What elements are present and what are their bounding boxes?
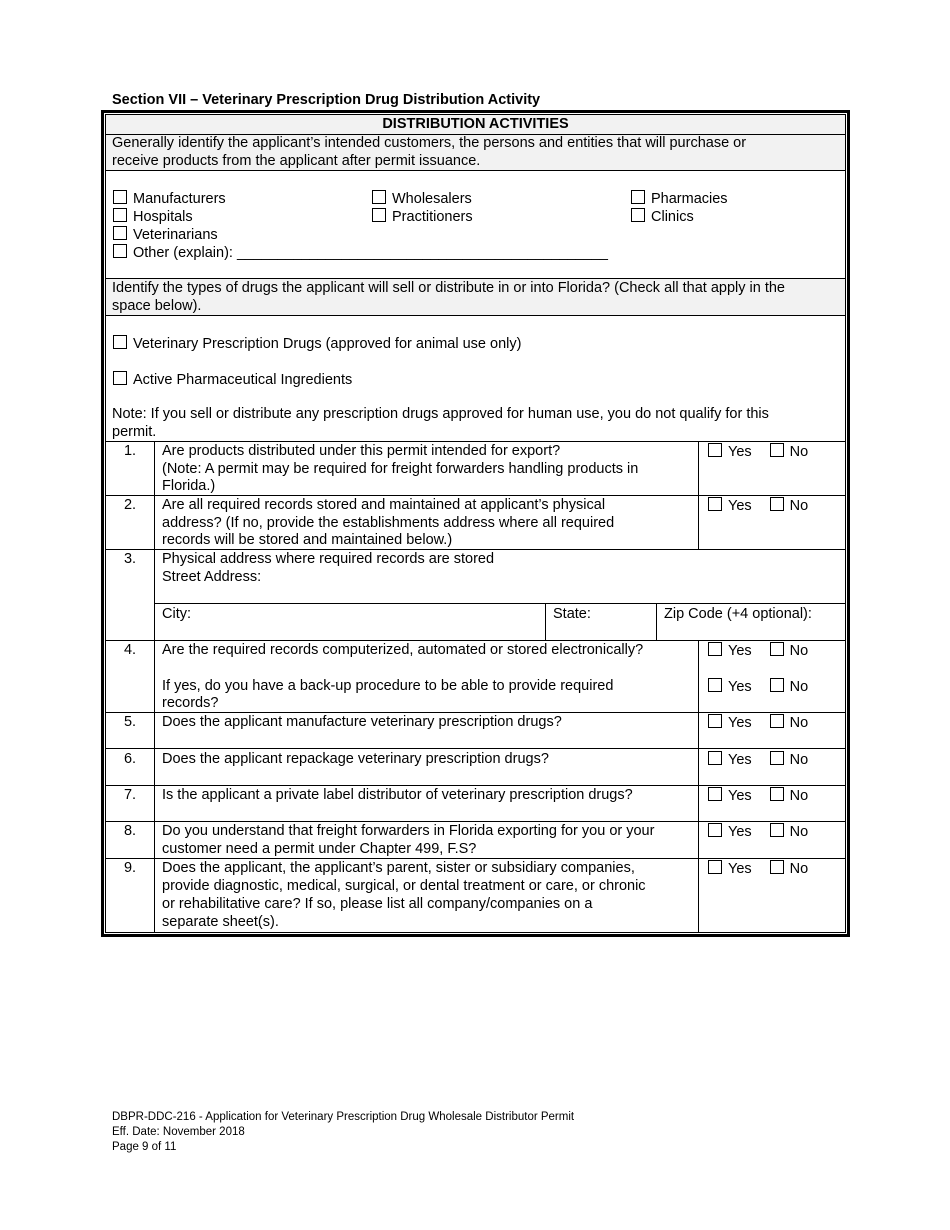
section-title: Section VII – Veterinary Prescription Drug Distribution Activity xyxy=(112,92,541,108)
drug-types-question-line-1: Identify the types of drugs the applicant will sell or distribute in or into Florida? (Check all that apply in the xyxy=(112,280,785,296)
column-divider xyxy=(545,603,546,640)
footer-form-id: DBPR-DDC-216 - Application for Veterinary Prescription Drug Wholesale Distributor Permit xyxy=(112,1111,575,1123)
yes-label: Yes xyxy=(728,788,752,804)
drug-type-api[interactable] xyxy=(113,371,352,390)
question-9-line-3: or rehabilitative care? If so, please list all company/companies on a xyxy=(162,896,593,912)
no-label: No xyxy=(789,861,809,877)
checkbox[interactable] xyxy=(708,642,722,656)
no-option[interactable] xyxy=(770,787,809,806)
yes-option[interactable] xyxy=(708,860,752,879)
checkbox-label: Other (explain): ______________________________________________ xyxy=(133,245,608,261)
divider xyxy=(106,640,845,641)
header-title: DISTRIBUTION ACTIVITIES xyxy=(382,116,569,132)
note-line-1: Note: If you sell or distribute any prescription drugs approved for human use, you do not qualify for this xyxy=(112,406,769,422)
question-2-line-2: address? (If no, provide the establishments address where all required xyxy=(162,515,615,531)
checkbox[interactable] xyxy=(113,371,127,385)
no-label: No xyxy=(789,715,809,731)
no-option[interactable] xyxy=(770,751,809,770)
checkbox[interactable] xyxy=(770,443,784,457)
question-number: 5. xyxy=(123,714,137,730)
no-label: No xyxy=(789,752,809,768)
state-label: State: xyxy=(553,606,591,622)
no-label: No xyxy=(789,444,809,460)
question-8-line-1: Do you understand that freight forwarders in Florida exporting for you or your xyxy=(162,823,655,839)
question-7-answer xyxy=(708,787,808,806)
checkbox-label: Clinics xyxy=(651,209,694,225)
question-4-line-1: Are the required records computerized, automated or stored electronically? xyxy=(162,642,644,658)
checkbox-label: Hospitals xyxy=(133,209,193,225)
yes-label: Yes xyxy=(728,444,752,460)
question-4b-answer xyxy=(708,678,808,697)
customer-veterinarians[interactable] xyxy=(113,226,218,245)
question-5-line-1: Does the applicant manufacture veterinary prescription drugs? xyxy=(162,714,562,730)
intro-line-1: Generally identify the applicant’s intended customers, the persons and entities that will purchase or xyxy=(112,135,747,151)
divider xyxy=(106,315,845,316)
yes-option[interactable] xyxy=(708,443,752,462)
question-1-line-2: (Note: A permit may be required for freight forwarders handling products in xyxy=(162,461,639,477)
question-6-line-1: Does the applicant repackage veterinary prescription drugs? xyxy=(162,751,549,767)
question-number: 6. xyxy=(123,751,137,767)
yes-label: Yes xyxy=(728,752,752,768)
question-9-line-1: Does the applicant, the applicant’s parent, sister or subsidiary companies, xyxy=(162,860,635,876)
checkbox[interactable] xyxy=(770,787,784,801)
checkbox[interactable] xyxy=(770,860,784,874)
customer-practitioners[interactable] xyxy=(372,208,473,227)
divider xyxy=(106,785,845,786)
checkbox[interactable] xyxy=(770,642,784,656)
checkbox-label: Practitioners xyxy=(392,209,473,225)
footer-eff-date: Eff. Date: November 2018 xyxy=(112,1126,245,1138)
question-4-line-3: records? xyxy=(162,695,219,711)
checkbox-label: Pharmacies xyxy=(651,191,728,207)
yes-option[interactable] xyxy=(708,751,752,770)
intro-line-2: receive products from the applicant after permit issuance. xyxy=(112,153,481,169)
question-4-answer xyxy=(708,642,808,661)
question-3-line-1: Physical address where required records are stored xyxy=(162,551,495,567)
question-9-line-4: separate sheet(s). xyxy=(162,914,279,930)
question-1-answer xyxy=(708,443,808,462)
checkbox[interactable] xyxy=(708,787,722,801)
checkbox[interactable] xyxy=(708,497,722,511)
customer-hospitals[interactable] xyxy=(113,208,193,227)
page-footer xyxy=(112,1110,574,1155)
checkbox[interactable] xyxy=(631,208,645,222)
divider xyxy=(106,495,845,496)
yes-option[interactable] xyxy=(708,678,752,697)
zip-label: Zip Code (+4 optional): xyxy=(664,606,812,622)
checkbox[interactable] xyxy=(770,823,784,837)
question-1-line-3: Florida.) xyxy=(162,478,216,494)
question-8-line-2: customer need a permit under Chapter 499, F.S? xyxy=(162,841,477,857)
yes-option[interactable] xyxy=(708,787,752,806)
yes-label: Yes xyxy=(728,715,752,731)
question-2-answer xyxy=(708,497,808,516)
checkbox[interactable] xyxy=(708,823,722,837)
checkbox[interactable] xyxy=(372,208,386,222)
customer-other[interactable] xyxy=(113,244,608,263)
checkbox[interactable] xyxy=(113,226,127,240)
question-6-answer xyxy=(708,751,808,770)
checkbox-label: Veterinarians xyxy=(133,227,218,243)
yes-option[interactable] xyxy=(708,642,752,661)
checkbox-label: Veterinary Prescription Drugs (approved for animal use only) xyxy=(133,336,522,352)
question-number: 4. xyxy=(123,642,137,658)
city-label: City: xyxy=(162,606,191,622)
checkbox[interactable] xyxy=(770,714,784,728)
divider xyxy=(106,821,845,822)
yes-option[interactable] xyxy=(708,497,752,516)
question-2-line-3: records will be stored and maintained below.) xyxy=(162,532,453,548)
question-number: 3. xyxy=(123,551,137,567)
checkbox[interactable] xyxy=(372,190,386,204)
no-option[interactable] xyxy=(770,714,809,733)
checkbox-label: Active Pharmaceutical Ingredients xyxy=(133,372,353,388)
divider xyxy=(106,748,845,749)
customer-clinics[interactable] xyxy=(631,208,694,227)
checkbox[interactable] xyxy=(708,714,722,728)
no-label: No xyxy=(789,788,809,804)
no-option[interactable] xyxy=(770,497,809,516)
divider xyxy=(154,603,845,604)
question-5-answer xyxy=(708,714,808,733)
question-number: 1. xyxy=(123,443,137,459)
drug-types-question-line-2: space below). xyxy=(112,298,202,314)
question-8-answer xyxy=(708,823,808,842)
checkbox[interactable] xyxy=(770,497,784,511)
checkbox[interactable] xyxy=(708,443,722,457)
no-option[interactable] xyxy=(770,823,809,842)
customer-pharmacies[interactable] xyxy=(631,190,728,209)
checkbox[interactable] xyxy=(113,208,127,222)
yes-option[interactable] xyxy=(708,714,752,733)
yes-label: Yes xyxy=(728,498,752,514)
question-2-line-1: Are all required records stored and maintained at applicant’s physical xyxy=(162,497,606,513)
yes-label: Yes xyxy=(728,824,752,840)
yes-label: Yes xyxy=(728,679,752,695)
no-label: No xyxy=(789,498,809,514)
no-option[interactable] xyxy=(770,443,809,462)
column-divider xyxy=(656,603,657,640)
checkbox[interactable] xyxy=(708,751,722,765)
no-label: No xyxy=(789,679,809,695)
checkbox[interactable] xyxy=(708,678,722,692)
customer-wholesalers[interactable] xyxy=(372,190,472,209)
question-1-line-1: Are products distributed under this permit intended for export? xyxy=(162,443,561,459)
question-4-line-2: If yes, do you have a back-up procedure to be able to provide required xyxy=(162,678,614,694)
no-option[interactable] xyxy=(770,678,809,697)
checkbox[interactable] xyxy=(708,860,722,874)
yes-label: Yes xyxy=(728,643,752,659)
divider xyxy=(106,441,845,442)
question-number: 8. xyxy=(123,823,137,839)
column-divider xyxy=(698,640,699,932)
no-label: No xyxy=(789,824,809,840)
note-line-2: permit. xyxy=(112,424,157,440)
question-number: 7. xyxy=(123,787,137,803)
street-address-label: Street Address: xyxy=(162,569,262,585)
divider xyxy=(106,170,845,171)
question-7-line-1: Is the applicant a private label distributor of veterinary prescription drugs? xyxy=(162,787,633,803)
drug-type-vet[interactable] xyxy=(113,335,521,354)
question-number: 9. xyxy=(123,860,137,876)
yes-option[interactable] xyxy=(708,823,752,842)
no-option[interactable] xyxy=(770,860,809,879)
checkbox[interactable] xyxy=(113,335,127,349)
customer-manufacturers[interactable] xyxy=(113,190,226,209)
checkbox-label: Wholesalers xyxy=(392,191,472,207)
no-label: No xyxy=(789,643,809,659)
footer-page-number: Page 9 of 11 xyxy=(112,1141,177,1153)
no-option[interactable] xyxy=(770,642,809,661)
question-9-line-2: provide diagnostic, medical, surgical, or dental treatment or care, or chronic xyxy=(162,878,646,894)
checkbox[interactable] xyxy=(770,751,784,765)
yes-label: Yes xyxy=(728,861,752,877)
checkbox-label: Manufacturers xyxy=(133,191,226,207)
question-9-answer xyxy=(708,860,808,879)
checkbox[interactable] xyxy=(770,678,784,692)
question-number: 2. xyxy=(123,497,137,513)
checkbox[interactable] xyxy=(113,190,127,204)
checkbox[interactable] xyxy=(113,244,127,258)
checkbox[interactable] xyxy=(631,190,645,204)
